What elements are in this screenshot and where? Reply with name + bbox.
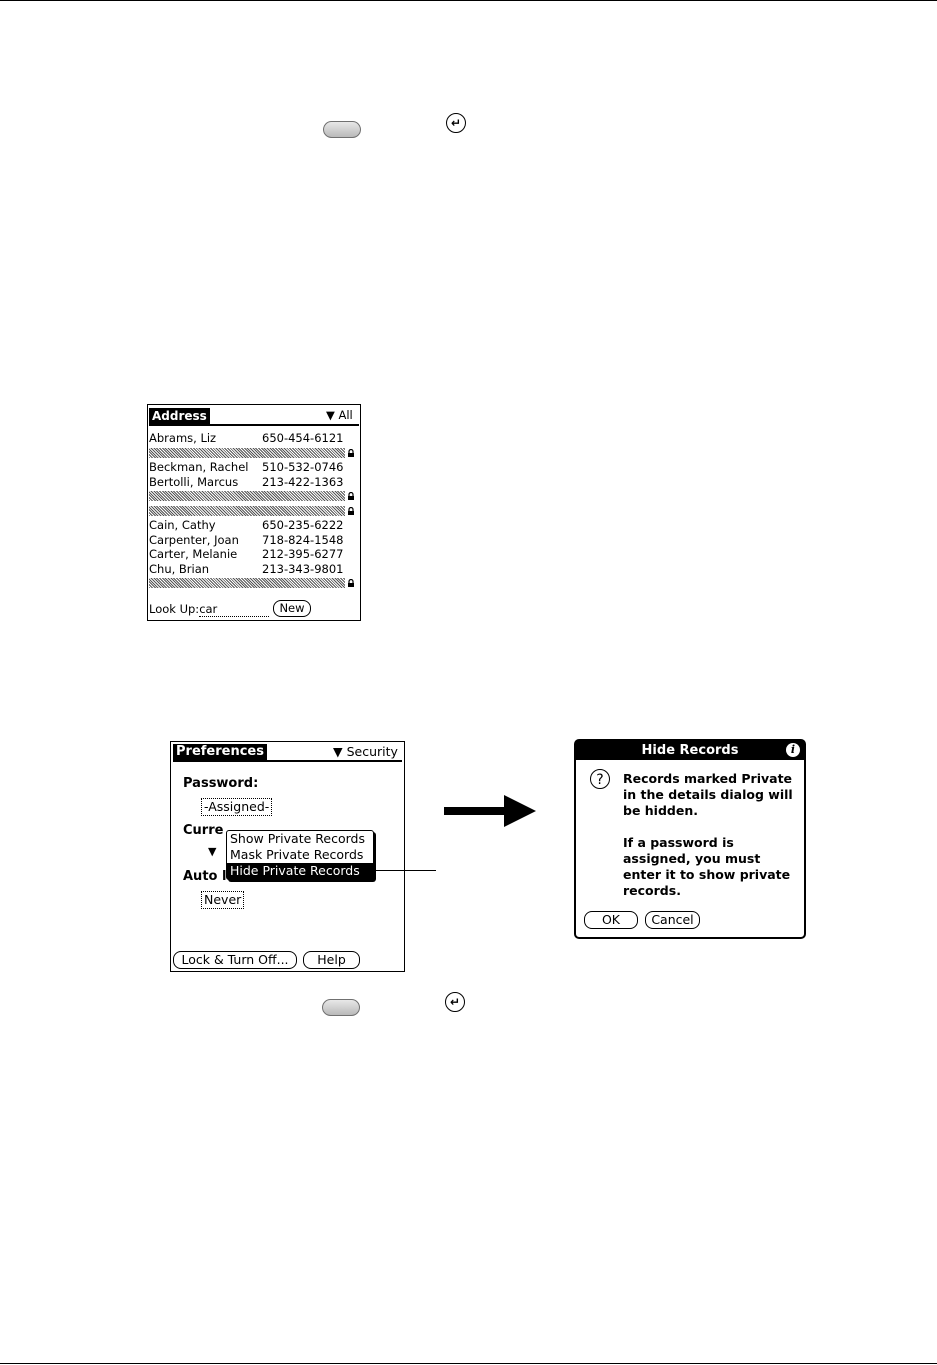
title-underline	[173, 760, 402, 762]
scroll-button-icon	[323, 121, 361, 138]
menu-item-hide-private[interactable]: Hide Private Records	[227, 863, 373, 879]
current-privacy-arrow-icon[interactable]: ▼	[208, 845, 217, 858]
auto-lock-field[interactable]: Never	[201, 891, 244, 909]
help-button[interactable]: Help	[303, 951, 360, 969]
title-underline	[149, 424, 359, 426]
category-picker[interactable]: ▼ All	[326, 408, 353, 422]
message-line: records.	[623, 883, 681, 898]
current-privacy-label: Curre	[183, 823, 224, 838]
lock-icon	[347, 449, 355, 457]
message-line: enter it to show private	[623, 867, 791, 882]
enter-stroke-icon: ↵	[446, 113, 466, 133]
lookup-label: Look Up:	[149, 602, 200, 616]
record-name: Abrams, Liz	[149, 431, 217, 445]
address-title: Address	[149, 408, 210, 424]
record-phone: 213-422-1363	[262, 474, 344, 489]
record-phone: 650-235-6222	[262, 518, 344, 532]
record-phone: 718-824-1548	[262, 532, 344, 547]
message-line: Records marked Private	[623, 771, 793, 786]
record-name: Bertolli, Marcus	[149, 474, 239, 489]
lock-icon	[347, 579, 355, 587]
record-name: Carter, Melanie	[149, 547, 238, 561]
cancel-button[interactable]: Cancel	[645, 911, 700, 929]
lookup-area	[149, 602, 269, 617]
top-rule	[0, 0, 937, 1]
record-name: Cain, Cathy	[149, 518, 216, 532]
category-picker[interactable]: ▼ Security	[333, 744, 398, 759]
enter-stroke-icon: ↵	[445, 992, 465, 1012]
masked-record[interactable]	[149, 578, 345, 588]
lock-icon	[347, 507, 355, 515]
masked-record[interactable]	[149, 448, 345, 458]
record-phone: 212-395-6277	[262, 547, 344, 561]
info-icon[interactable]: i	[786, 743, 800, 757]
message-line: be hidden.	[623, 803, 698, 818]
record-name: Beckman, Rachel	[149, 460, 249, 474]
preferences-screen	[170, 741, 405, 972]
scroll-button-icon	[322, 999, 360, 1016]
record-name: Chu, Brian	[149, 561, 210, 576]
record-phone: 510-532-0746	[262, 460, 344, 474]
record-phone: 213-343-9801	[262, 561, 344, 576]
dialog-message-1	[623, 771, 793, 819]
message-line: assigned, you must	[623, 851, 761, 866]
privacy-menu	[226, 830, 374, 880]
ok-button[interactable]: OK	[584, 911, 638, 929]
address-screen	[147, 404, 361, 621]
lock-turn-off-button[interactable]: Lock & Turn Off...	[173, 951, 297, 969]
right-arrow-icon	[444, 793, 536, 829]
dialog-title-text: Hide Records	[641, 743, 739, 758]
question-icon: ?	[590, 769, 610, 789]
lock-icon	[347, 492, 355, 500]
password-field[interactable]: -Assigned-	[201, 798, 272, 816]
preferences-title: Preferences	[173, 744, 267, 760]
dialog-title	[576, 741, 804, 760]
new-button[interactable]: New	[273, 600, 311, 617]
menu-item-show-private[interactable]: Show Private Records	[230, 831, 365, 846]
message-line: If a password is	[623, 835, 734, 850]
dialog-message-2	[623, 835, 790, 899]
message-line: in the details dialog will	[623, 787, 793, 802]
lookup-field[interactable]: car	[199, 602, 269, 617]
masked-record[interactable]	[149, 491, 345, 501]
hide-records-dialog	[574, 739, 806, 939]
record-name: Carpenter, Joan	[149, 532, 239, 547]
menu-item-mask-private[interactable]: Mask Private Records	[230, 847, 364, 862]
masked-record[interactable]	[149, 506, 345, 516]
auto-lock-label: Auto l	[183, 869, 227, 884]
password-label: Password:	[183, 776, 259, 791]
callout-line	[372, 870, 436, 871]
bottom-rule	[0, 1363, 937, 1364]
record-phone: 650-454-6121	[262, 431, 344, 445]
